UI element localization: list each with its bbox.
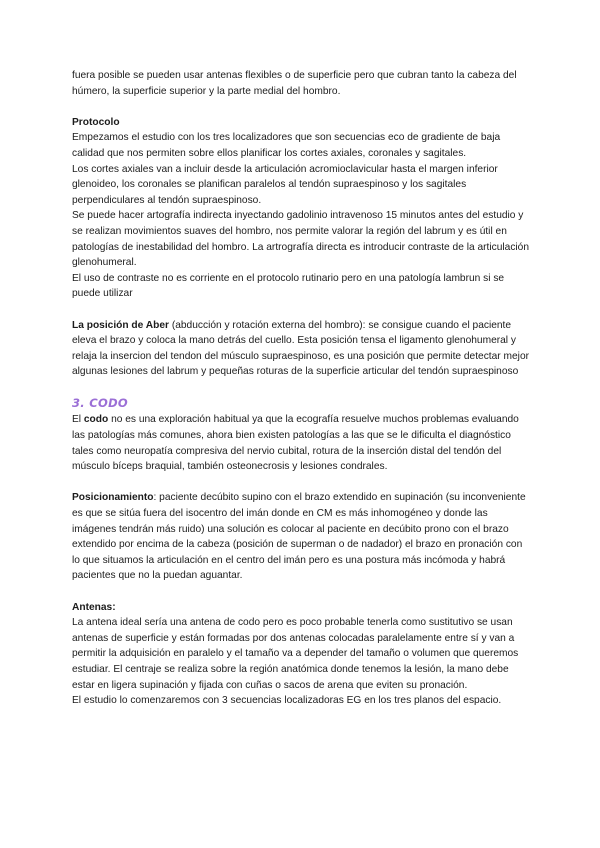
protocolo-paragraph-2: Los cortes axiales van a incluir desde la articulación acromioclavicular hasta el margen inferior glenoideo, los coronales se planifican paralelos al tendón supraespinoso y los sagitales perpendiculares al tendón supraespinoso.: [72, 163, 498, 206]
posicionamiento-paragraph: [72, 490, 532, 584]
codo-term: codo: [83, 414, 109, 426]
codo-intro-paragraph: [72, 412, 532, 474]
section-title-codo: 3. CODO: [72, 396, 129, 411]
document-page: [72, 68, 532, 709]
protocolo-heading: Protocolo: [72, 116, 120, 128]
antenas-paragraph-1: La antena ideal sería una antena de codo pero es poco probable tenerla como sustitutivo se usan antenas de superficie y están formadas por dos antenas colocadas paralelamente entre sí y van a permitir la adquisición en paralelo y el tamaño va a depender del tamaño o volumen que queremos estudiar. El centraje se realiza sobre la región anatómica donde tenemos la lesión, la mano debe estar en ligera supinación y fijada con cuñas o sacos de arena que eviten su pronación.: [72, 617, 519, 691]
antenas-heading: Antenas:: [72, 601, 116, 613]
aber-term: La posición de Aber: [72, 319, 169, 331]
protocolo-paragraph-1: Empezamos el estudio con los tres localizadores que son secuencias eco de gradiente de baja calidad que nos permiten sobre ellos planificar los cortes axiales, coronales y sagitales.: [72, 132, 501, 159]
intro-paragraph: fuera posible se pueden usar antenas flexibles o de superficie pero que cubran tanto la cabeza del húmero, la superficie superior y la parte medial del hombro.: [72, 70, 517, 97]
posicionamiento-text: : paciente decúbito supino con el brazo extendido en supinación (su inconveniente es que se sitúa fuera del isocentro del imán donde en CM es más inhomogéneo y donde las imágenes tendrán más ruido) una solución es colocar al paciente en decúbito prono con el brazo extendido por encima de la cabeza (posición de superman o de nadador) el brazo en pronación con lo que situamos la articulación en el centro del imán pero es una postura más incómoda y habrá pacientes que no la puedan aguantar.: [72, 492, 526, 582]
codo-intro-pre: El: [72, 414, 84, 426]
protocolo-paragraph-4: El uso de contraste no es corriente en el protocolo rutinario pero en una patología lambrun si se puede utilizar: [72, 272, 505, 300]
posicionamiento-term: Posicionamiento: [72, 492, 154, 504]
codo-intro-text: no es una exploración habitual ya que la ecografía resuelve muchos problemas evaluando las patologías más comunes, ahora bien existen patologías a las que se le dificulta el diagnóstico tales como neuropatía compresiva del nervio cubital, rotura de la inserción distal del tendón del músculo bíceps braquial, también osteonecrosis y lesiones condrales.: [72, 414, 519, 473]
antenas-paragraph-2: El estudio lo comenzaremos con 3 secuencias localizadoras EG en los tres planos del espacio.: [72, 695, 502, 707]
aber-paragraph: [72, 318, 532, 380]
aber-text: (abducción y rotación externa del hombro): se consigue cuando el paciente eleva el brazo y coloca la mano detrás del cuello. Esta posición tensa el ligamento glenohumeral y relaja la insercion del tendon del músculo supraespinoso, es una posición que permite detectar mejor algunas lesiones del labrum y pequeñas roturas de la superficie articular del tendón supraespinoso: [72, 319, 530, 378]
protocolo-paragraph-3: Se puede hacer artografía indirecta inyectando gadolinio intravenoso 15 minutos antes del estudio y se realizan movimientos suaves del hombro, nos permite valorar la región del labrum y es útil en patologías de inestabilidad del hombro. La artrografía directa es introducir contraste de la articulación glenohumeral.: [72, 210, 530, 269]
